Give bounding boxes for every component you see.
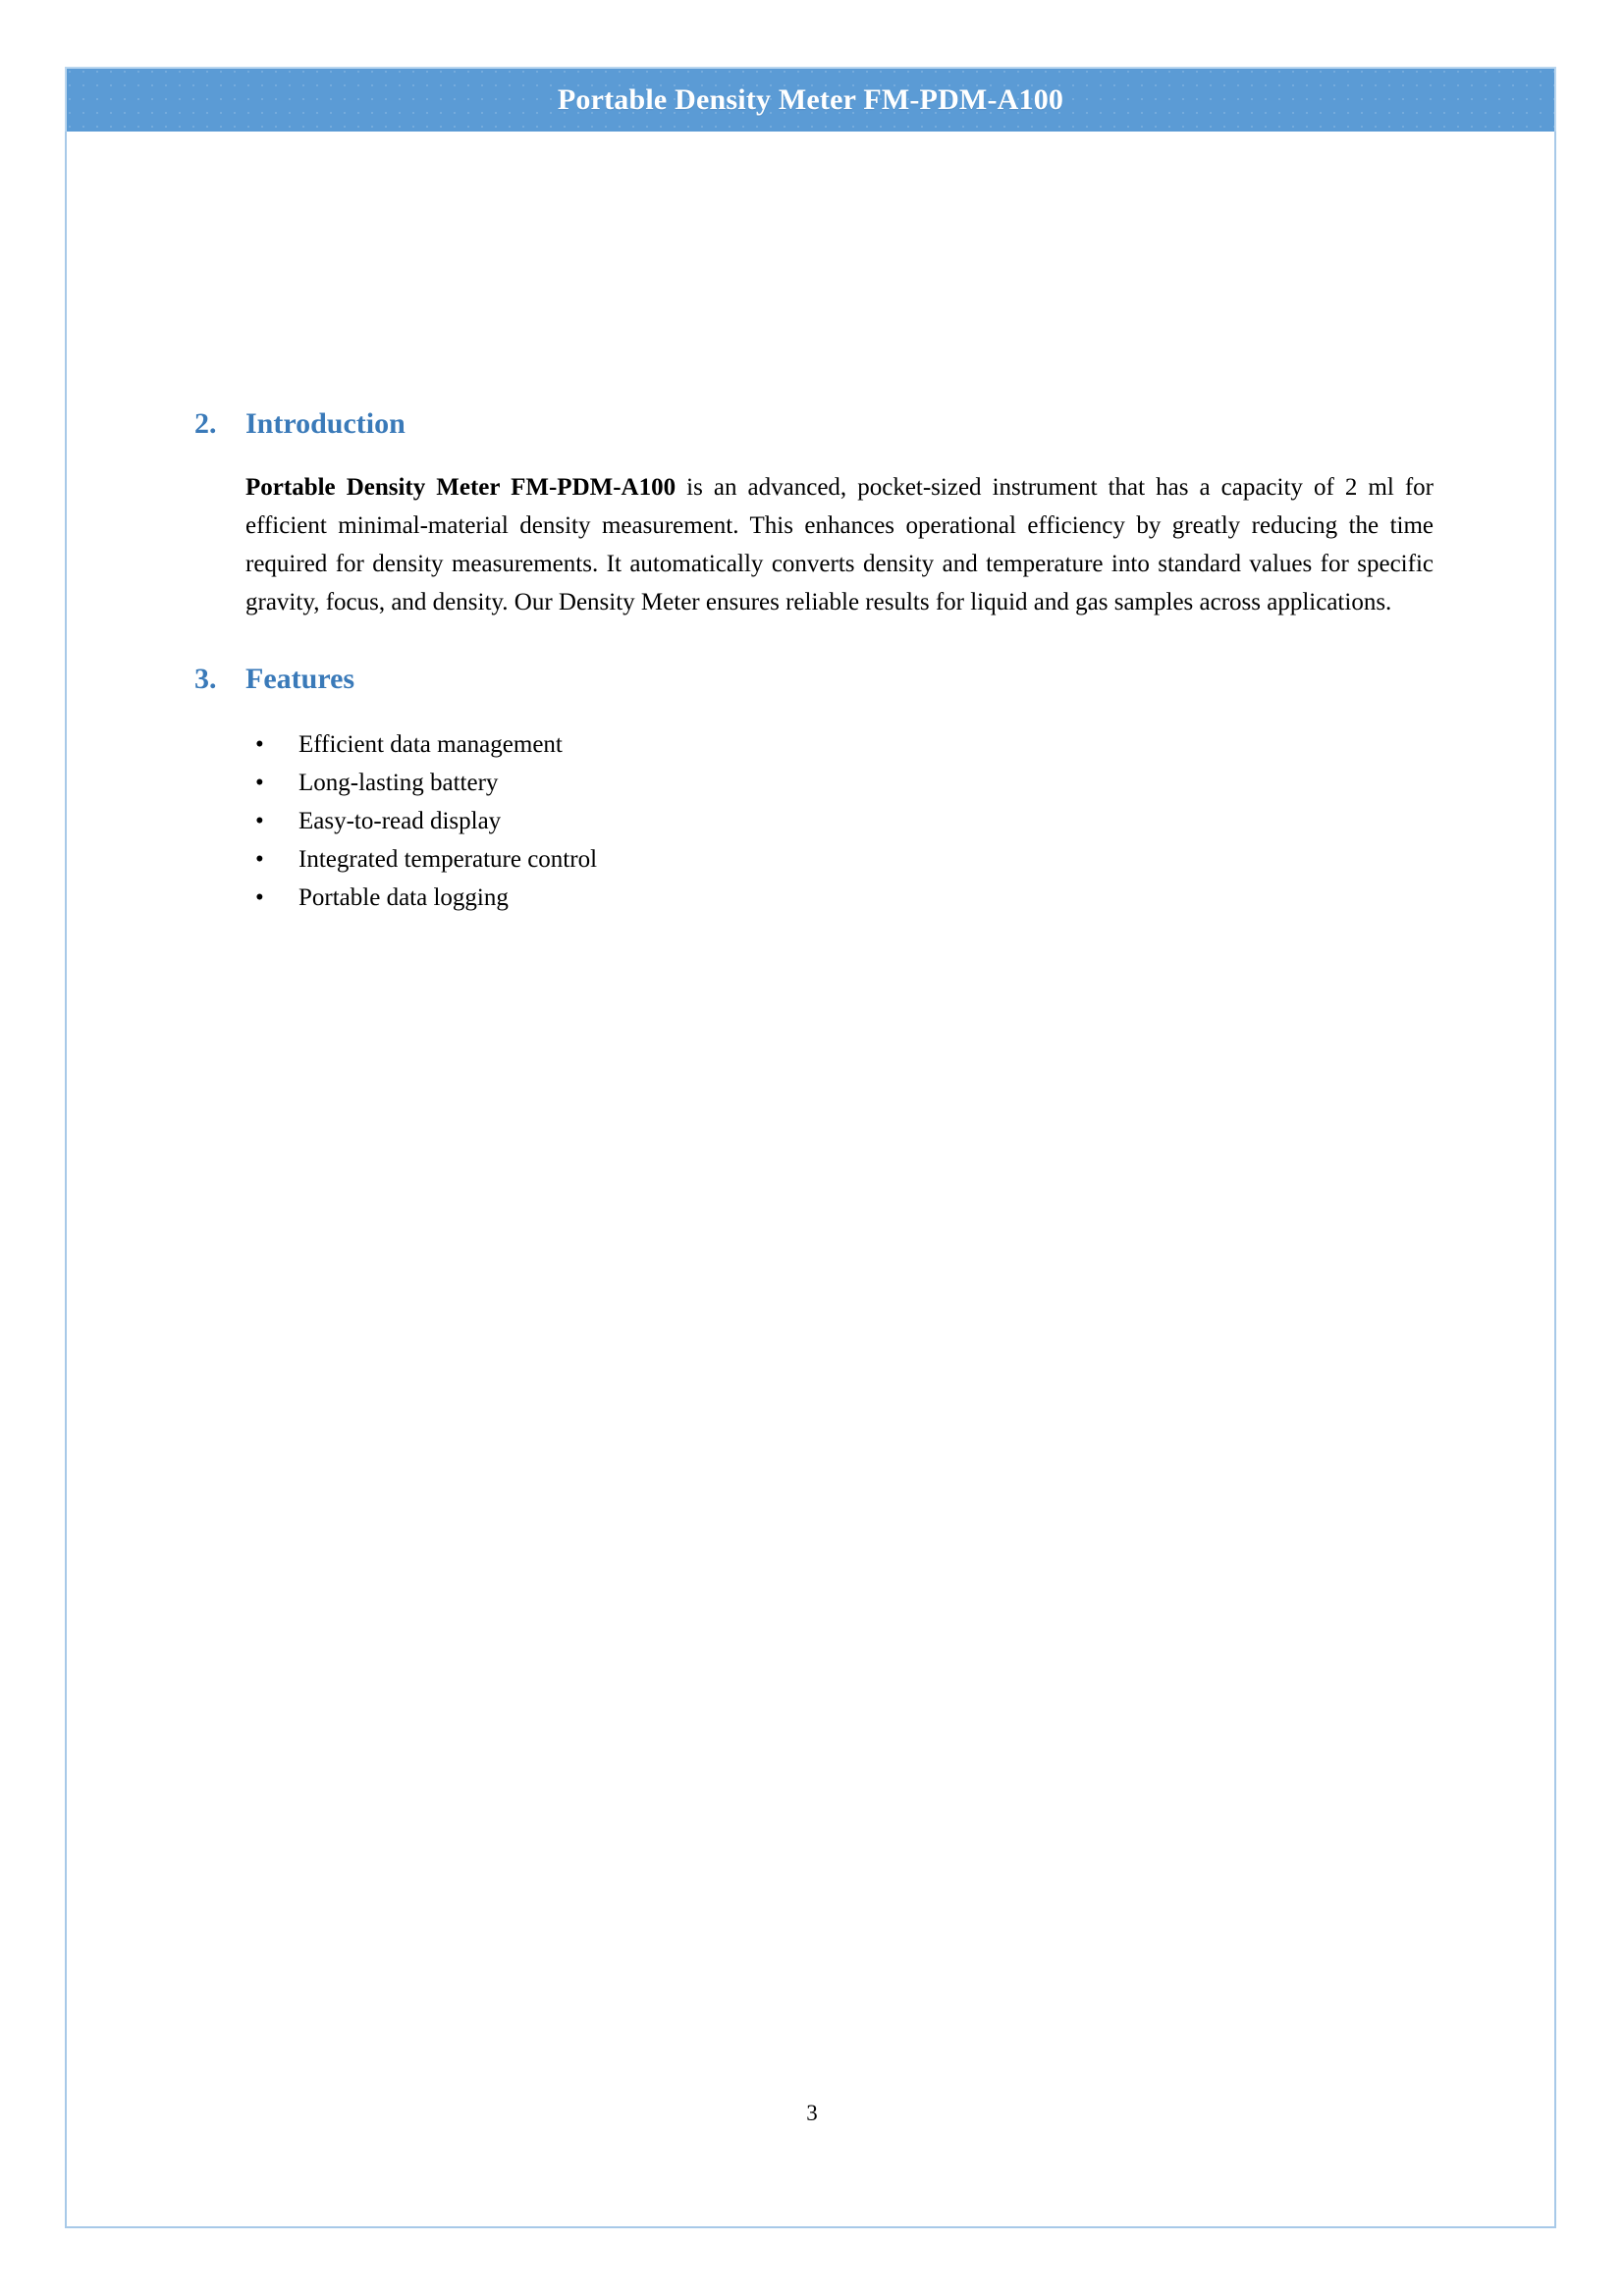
bullet-icon: • <box>255 846 264 873</box>
section-title-features: Features <box>245 663 355 695</box>
section-number-introduction: 2. <box>194 407 217 440</box>
document-title: Portable Density Meter FM-PDM-A100 <box>557 83 1064 116</box>
page-number: 3 <box>806 2101 818 2125</box>
document-header-banner <box>65 67 1556 132</box>
section-number-features: 3. <box>194 663 217 695</box>
bullet-icon: • <box>255 884 264 911</box>
bullet-icon: • <box>255 808 264 834</box>
list-item-label: Integrated temperature control <box>298 846 598 873</box>
section-heading-introduction <box>194 407 1434 441</box>
list-item <box>194 764 1434 802</box>
section-heading-features <box>194 663 1434 696</box>
list-item-label: Easy-to-read display <box>298 808 502 834</box>
page-content <box>194 407 1434 917</box>
features-list <box>194 725 1434 917</box>
list-item <box>194 840 1434 879</box>
list-item <box>194 725 1434 764</box>
section-title-introduction: Introduction <box>245 407 406 440</box>
introduction-paragraph-lead: Portable Density Meter FM-PDM-A100 <box>245 474 677 501</box>
list-item-label: Efficient data management <box>298 731 563 758</box>
spacer-after-introduction-heading <box>194 441 1434 468</box>
bullet-icon: • <box>255 731 264 758</box>
list-item-label: Portable data logging <box>298 884 509 911</box>
page-border-frame <box>65 67 1556 2228</box>
introduction-paragraph-body: is an advanced, pocket-sized instrument that has a capacity of 2 ml for efficient minimal-material density measurement. This enhances operational efficiency by greatly reducing the time required for density measurements. It automatically converts density and temperature into standard values for specific gravity, focus, and density. Our Density Meter ensures reliable results for liquid and gas samples across applications. <box>245 474 1434 615</box>
list-item <box>194 879 1434 917</box>
introduction-paragraph <box>194 468 1434 621</box>
list-item <box>194 802 1434 840</box>
spacer-after-features-heading <box>194 696 1434 725</box>
spacer-before-features-heading <box>194 621 1434 663</box>
list-item-label: Long-lasting battery <box>298 770 499 796</box>
bullet-icon: • <box>255 770 264 796</box>
